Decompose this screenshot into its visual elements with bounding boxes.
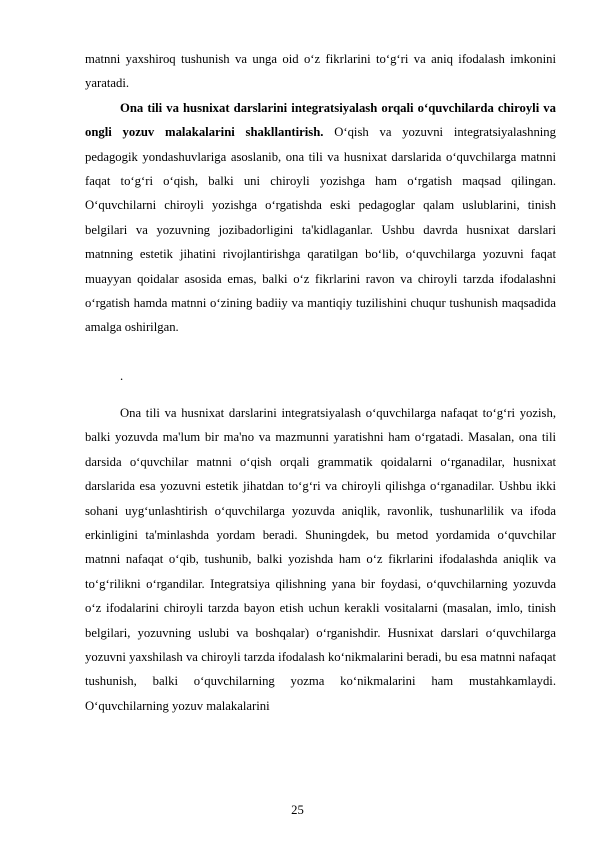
page-number: 25 [291, 803, 304, 817]
section-heading: Ona tili va husnixat darslarini integratsiyalash orqali o‘quvchilarda chiroyli va ongli yozuv malakalarini shakllantirish. [85, 100, 556, 140]
paragraph-body: Ona tili va husnixat darslarini integratsiyalash o‘quvchilarga nafaqat to‘g‘ri yozish, balki yozuvda ma'lum bir ma'no va mazmunni yaratishni ham o‘rgatadi. Masalan, ona tili darsida o‘quvchilar matnni o‘qish orqali grammatik qoidalarni o‘rganadilar, husnixat darslarida esa yozuvni estetik jihatdan to‘g‘ri va chiroyli qilishga o‘rganadilar. Ushbu ikki sohani uyg‘unlashtirish o‘quvchilarga yozuvda aniqlik, ravonlik, tushunarlilik va ifoda erkinligini ta'minlashda yordam beradi. Shuningdek, bu metod yordamida o‘quvchilar matnni nafaqat o‘qib, tushunib, balki yozishda ham o‘z fikrlarini ifodalashda aniqlik va to‘g‘rilikni o‘rgandilar. Integratsiya qilishning yana bir foydasi, o‘quvchilarning yozuvda o‘z ifodalarini chiroyli tarzda bayon etish uchun kerakli vositalarni (masalan, imlo, tinish belgilari, yozuvning uslubi va boshqalar) o‘rganishdir. Husnixat darslari o‘quvchilarga yozuvni yaxshilash va chiroyli tarzda ifodalash ko‘nikmalarini beradi, bu esa matnni nafaqat tushunish, balki o‘quvchilarning yozma ko‘nikmalarini ham mustahkamlaydi. O‘quvchilarning yozuv malakalarini [85, 405, 556, 713]
document-page [85, 47, 556, 718]
section-body: O‘qish va yozuvni integratsiyalashning pedagogik yondashuvlariga asoslanib, ona tili va husnixat darslarida o‘quvchilarga matnni faqat to‘g‘ri o‘qish, balki uni chiroyli yozishga ham o‘rgatish maqsad qilingan. O‘quvchilarni chiroyli yozishga o‘rgatishda eski pedagoglar qalam uslublarini, tinish belgilari va yozuvning jozibadorligini ta'kidlaganlar. Ushbu davrda husnixat darslari matnning estetik jihatini rivojlantirishga qaratilgan bo‘lib, o‘quvchilarga yozuvni faqat muayyan qoidalar asosida emas, balki o‘z fikrlarini ravon va chiroyli tarzda ifodalashni o‘rgatish hamda matnni o‘zining badiiy va mantiqiy tuzilishini chuqur tushunish maqsadida amalga oshirilgan. [85, 125, 556, 335]
stray-dot: . [120, 369, 124, 384]
paragraph-continuation: matnni yaxshiroq tushunish va unga oid o‘z fikrlarini to‘g‘ri va aniq ifodalash imkonini yaratadi. [85, 52, 556, 91]
section-paragraph [85, 96, 556, 340]
